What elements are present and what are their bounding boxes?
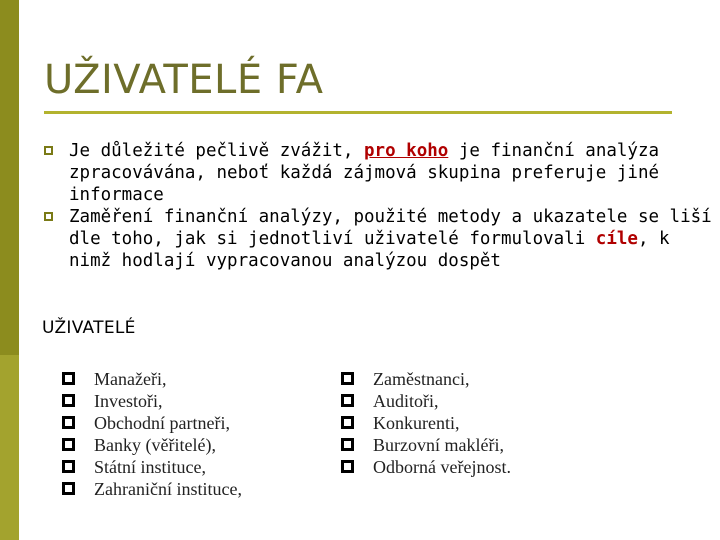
square-bullet-icon xyxy=(44,212,53,221)
users-section-label: UŽIVATELÉ xyxy=(42,318,136,338)
list-item-label: Manažeři, xyxy=(94,369,167,389)
list-item xyxy=(62,390,242,412)
bullet-text-post: , k nimž hodlají vypracovanou analýzou dospět xyxy=(69,229,670,271)
list-item xyxy=(341,412,511,434)
bullet-item xyxy=(44,140,720,206)
list-item-label: Konkurenti, xyxy=(373,413,460,433)
checkbox-square-icon xyxy=(62,394,75,407)
bullet-item xyxy=(44,206,720,272)
bullet-text-post: je finanční analýza zpracovávána, neboť každá zájmová skupina preferuje jiné informace xyxy=(69,141,660,205)
bullet-text-pre: Je důležité pečlivě zvážit, xyxy=(69,141,365,161)
list-item-label: Obchodní partneři, xyxy=(94,413,230,433)
checkbox-square-icon xyxy=(341,438,354,451)
list-item xyxy=(341,368,511,390)
users-list-left xyxy=(62,368,242,500)
square-bullet-icon xyxy=(44,146,53,155)
bullet-highlight: pro koho xyxy=(364,141,449,161)
title-underline xyxy=(44,111,672,114)
list-item xyxy=(62,368,242,390)
list-item xyxy=(62,456,242,478)
checkbox-square-icon xyxy=(62,460,75,473)
list-item-label: Auditoři, xyxy=(373,391,439,411)
list-item-label: Odborná veřejnost. xyxy=(373,457,511,477)
slide-title: UŽIVATELÉ FA xyxy=(44,57,324,103)
list-item-label: Burzovní makléři, xyxy=(373,435,504,455)
list-item-label: Investoři, xyxy=(94,391,163,411)
list-item xyxy=(341,390,511,412)
checkbox-square-icon xyxy=(341,394,354,407)
list-item xyxy=(62,434,242,456)
list-item-label: Státní instituce, xyxy=(94,457,206,477)
users-list-right xyxy=(341,368,511,478)
list-item xyxy=(341,456,511,478)
bullet-text-pre: Zaměření finanční analýzy, použité metody a ukazatele se liší dle toho, jak si jednotliví uživatelé formulovali xyxy=(69,207,712,249)
bullet-list xyxy=(44,140,720,272)
checkbox-square-icon xyxy=(341,460,354,473)
checkbox-square-icon xyxy=(341,372,354,385)
list-item-label: Zahraniční instituce, xyxy=(94,479,242,499)
checkbox-square-icon xyxy=(341,416,354,429)
checkbox-square-icon xyxy=(62,372,75,385)
list-item-label: Zaměstnanci, xyxy=(373,369,470,389)
list-item-label: Banky (věřitelé), xyxy=(94,435,216,455)
checkbox-square-icon xyxy=(62,438,75,451)
list-item xyxy=(62,478,242,500)
decorative-side-bar-lower xyxy=(0,355,19,540)
bullet-highlight: cíle xyxy=(595,229,638,249)
list-item xyxy=(62,412,242,434)
list-item xyxy=(341,434,511,456)
checkbox-square-icon xyxy=(62,482,75,495)
checkbox-square-icon xyxy=(62,416,75,429)
